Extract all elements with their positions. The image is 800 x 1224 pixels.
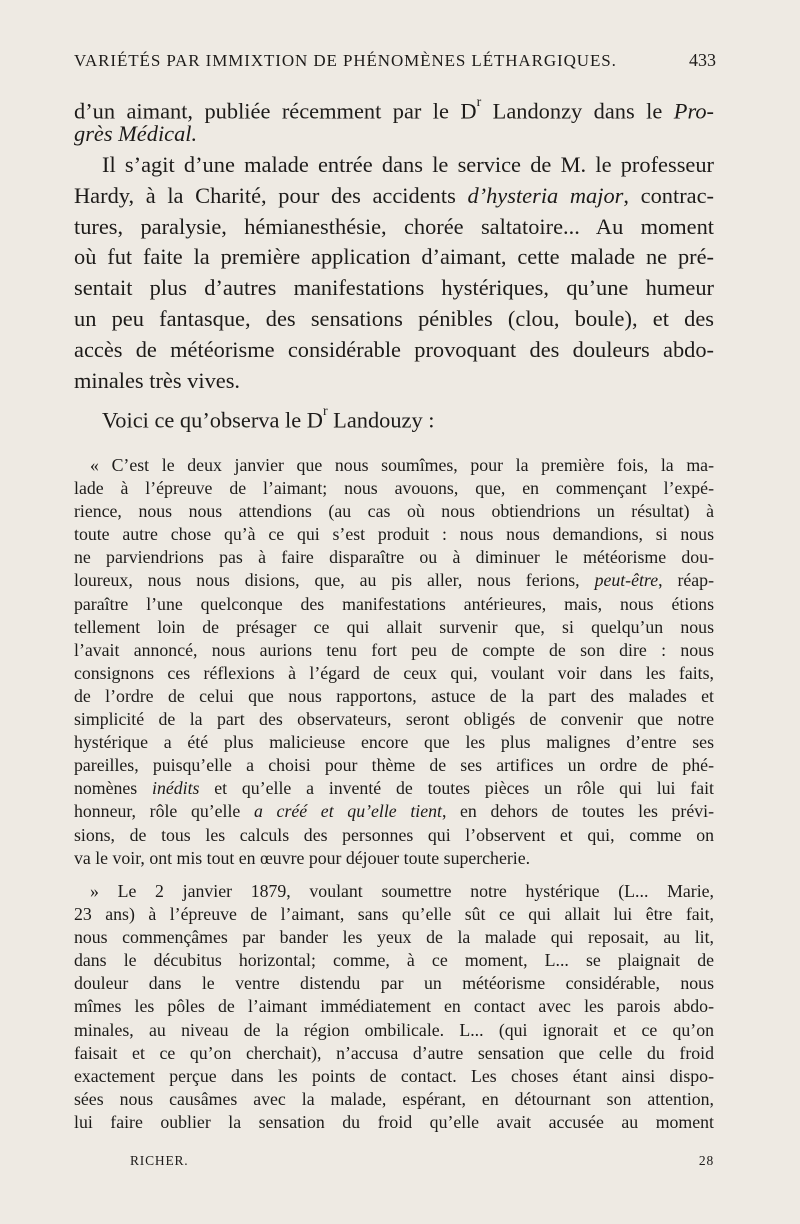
quote-line: douleur dans le ventre distendu par un météorisme considérable, nous: [74, 973, 714, 994]
text-line: Il s’agit d’une malade entrée dans le service de M. le professeur: [102, 152, 714, 177]
quote-line: va le voir, ont mis tout en œuvre pour déjouer toute supercherie.: [74, 847, 531, 868]
quotation-first-paragraph: [74, 454, 714, 870]
text-line: Voici ce qu’observa le $D^r$ Landouzy :: [102, 404, 435, 433]
running-header: [74, 50, 716, 80]
text-line: grès Médical.: [74, 120, 198, 146]
quote-line: sions, de tous les calculs des personnes qui l’observent et qui, comme on: [74, 824, 714, 845]
text-line: où fut faite la première application d’aimant, cette malade ne pré-: [74, 244, 714, 270]
quote-line: nomènes inédits et qu’elle a inventé de toutes pièces un rôle qui lui fait: [74, 778, 714, 799]
paragraph-introduction: [74, 397, 714, 433]
text-line: accès de météorisme considérable provoquant des douleurs abdo-: [74, 336, 714, 362]
quote-line: tellement loin de présager ce qui allait survenir que, si quelqu’un nous: [74, 616, 714, 637]
quote-line: rience, nous nous attendions (au cas où nous obtiendrions un résultat) à: [74, 501, 714, 522]
quote-line: 23 ans) à l’épreuve de l’aimant, sans qu’elle sût ce qui allait lui être fait,: [74, 904, 714, 925]
quote-line: l’avait annoncé, nous aurions tenu fort peu de compte de son dire : nous: [74, 639, 714, 660]
text-line: tures, paralysie, hémianesthésie, chorée saltatoire... Au moment: [74, 213, 714, 239]
quote-line: exactement perçue dans les points de contact. Les choses étant ainsi dispo-: [74, 1065, 714, 1086]
quote-line: consignons ces réflexions à l’égard de ceux qui, voulant voir dans les faits,: [74, 662, 714, 683]
gathering-signature: 28: [698, 1153, 714, 1168]
quote-line: « C’est le deux janvier que nous soumîmes, pour la première fois, la ma-: [90, 455, 714, 475]
quote-line: lui faire oublier la sensation du froid qu’elle avait accusée au moment: [74, 1111, 714, 1132]
quote-line: lade à l’épreuve de l’aimant; nous avouons, que, en commençant l’expé-: [74, 478, 714, 499]
text-line: minales très vives.: [74, 367, 241, 393]
quote-line: sées nous causâmes avec la malade, espérant, en détournant son attention,: [74, 1088, 714, 1109]
quote-line: hystérique a été plus malicieuse encore que les plus malignes d’entre ses: [74, 732, 714, 753]
quote-line: loureux, nous nous disions, que, au pis aller, nous ferions, peut-être, réap-: [74, 570, 714, 591]
quote-line: simplicité de la part des observateurs, seront obligés de convenir que notre: [74, 709, 714, 730]
text-line: sentait plus d’autres manifestations hystériques, qu’une humeur: [74, 275, 714, 301]
paragraph-continuation: [74, 88, 714, 150]
page-number: 433: [689, 50, 716, 70]
quote-line: minales, au niveau de la région ombilicale. L... (qui ignorait et ce qu’on: [74, 1019, 714, 1040]
quote-line: honneur, rôle qu’elle a créé et qu’elle tient, en dehors de toutes les prévi-: [74, 801, 714, 822]
quote-line: de l’ordre de celui que nous rapportons, astuce de la part des malades et: [74, 685, 714, 706]
quote-line: ne parviendrions pas à faire disparaître ou à diminuer le météorisme dou-: [74, 547, 714, 568]
quote-line: pareilles, puisqu’elle a choisi pour thème de ses artifices un ordre de phé-: [74, 755, 714, 776]
page-footer: [130, 1153, 714, 1169]
quote-line: toute autre chose qu’à ce qui s’est produit : nous nous demandions, si nous: [74, 524, 714, 545]
quote-line: » Le 2 janvier 1879, voulant soumettre notre hystérique (L... Marie,: [90, 881, 714, 901]
running-title: VARIÉTÉS PAR IMMIXTION DE PHÉNOMÈNES LÉTHARGIQUES.: [74, 51, 617, 70]
quote-line: dans le décubitus horizontal; comme, à ce moment, L... se plaignait de: [74, 950, 714, 971]
quote-line: paraître l’une quelconque des manifestations antérieures, mais, nous étions: [74, 593, 714, 614]
quote-line: mîmes les pôles de l’aimant immédiatement en contact avec les parois abdo-: [74, 996, 714, 1017]
text-line: d’un aimant, publiée récemment par le $D^r$ Landonzy dans le Pro-: [74, 95, 714, 124]
text-line: un peu fantasque, des sensations pénibles (clou, boule), et des: [74, 305, 714, 331]
quote-line: nous commençâmes par bander les yeux de la malade qui reposait, au lit,: [74, 927, 714, 948]
paragraph-case-description: [74, 150, 714, 396]
author-signature: RICHER.: [130, 1153, 189, 1168]
text-line: Hardy, à la Charité, pour des accidents d’hysteria major, contrac-: [74, 182, 714, 208]
quote-line: faisait et ce qu’on cherchait), n’accusa d’autre sensation que celle du froid: [74, 1042, 714, 1063]
quotation-second-paragraph: [74, 880, 714, 1134]
